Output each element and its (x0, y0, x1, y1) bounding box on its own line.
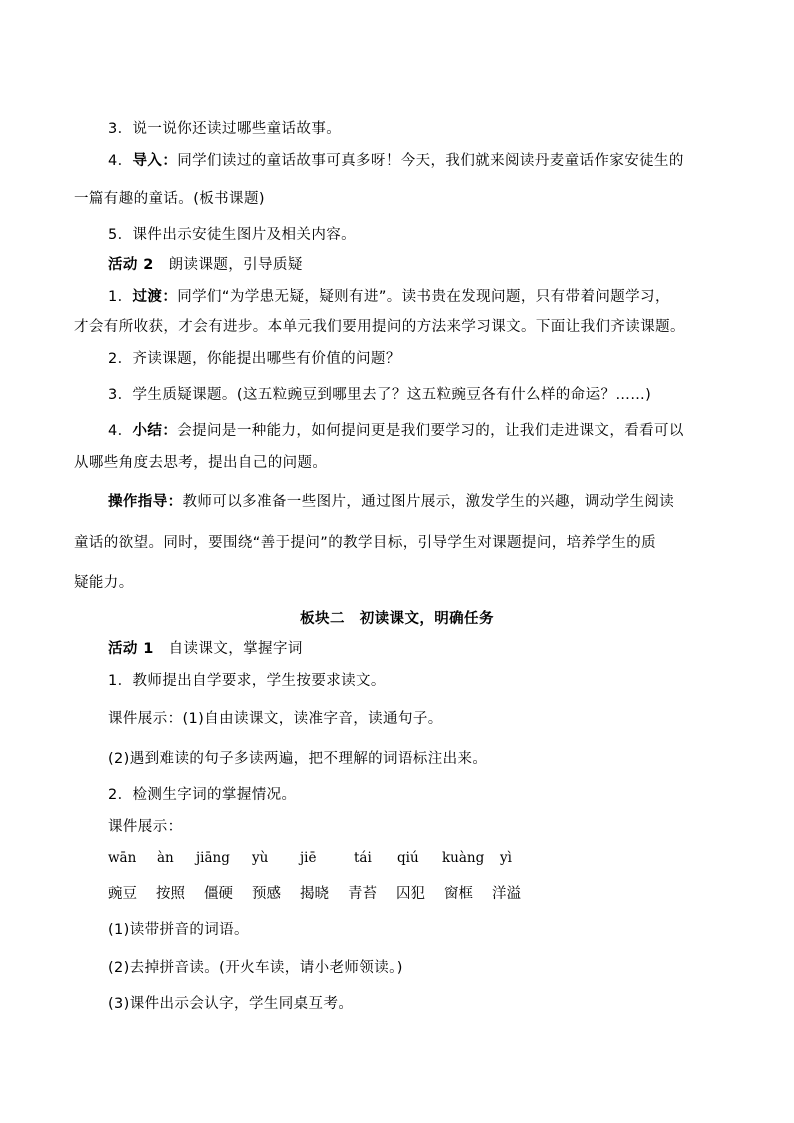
line-text: 1． (108, 289, 133, 305)
word: 青苔 (348, 886, 377, 902)
line-text: 2．检测生字词的掌握情况。 (108, 787, 297, 803)
paragraph-line (108, 287, 670, 307)
pinyin: yù (252, 850, 269, 866)
bold-label: 导入： (132, 153, 178, 169)
paragraph-line (74, 573, 134, 593)
paragraph-line (108, 958, 403, 978)
pinyin: jiē (300, 850, 317, 866)
pinyin: kuàng (442, 850, 485, 866)
line-text: 4． (108, 423, 133, 439)
bold-label: 小结： (132, 423, 178, 439)
pinyin: yì (500, 850, 512, 866)
line-text: 5．课件出示安徒生图片及相关内容。 (108, 227, 357, 243)
line-text: 教师可以多准备一些图片，通过图片展示，激发学生的兴趣，调动学生阅读 (182, 494, 675, 510)
activity-heading (108, 639, 303, 659)
word: 囚犯 (396, 886, 425, 902)
line-text: 朗读课题，引导质疑 (153, 257, 303, 273)
line-text: 2．齐读课题，你能提出哪些有价值的问题？ (108, 351, 401, 367)
paragraph-line (108, 225, 356, 245)
word: 豌豆 (108, 886, 137, 902)
paragraph-line (108, 151, 684, 171)
paragraph-line (108, 492, 674, 512)
line-text: (3)课件出示会认字，学生同桌互考。 (108, 996, 354, 1012)
paragraph-line (108, 119, 341, 139)
line-text: 童话的欲望。同时，要围绕“善于提问”的教学目标，引导学生对课题提问，培养学生的质 (74, 535, 657, 551)
paragraph-line (74, 453, 327, 473)
paragraph-line (108, 421, 684, 441)
line-text: 课件展示：(1)自由读课文，读准字音，读通句子。 (108, 711, 443, 727)
line-text: 才会有所收获，才会有进步。本单元我们要用提问的方法来学习课文。下面让我们齐读课题。 (74, 319, 685, 335)
line-text: 同学们读过的童话故事可真多呀！今天，我们就来阅读丹麦童话作家安徒生的 (177, 153, 684, 169)
paragraph-line (108, 920, 249, 940)
pinyin: qiú (397, 850, 419, 866)
pinyin: àn (157, 850, 174, 866)
activity-heading (108, 255, 303, 275)
line-text: 课件展示： (108, 819, 183, 835)
line-text: 自读课文，掌握字词 (153, 641, 303, 657)
line-text: (2)遇到难读的句子多读两遍，把不理解的词语标注出来。 (108, 751, 488, 767)
paragraph-line (74, 317, 685, 337)
line-text: 1．教师提出自学要求，学生按要求读文。 (108, 673, 386, 689)
line-text: 疑能力。 (74, 575, 134, 591)
pinyin: wān (108, 850, 137, 866)
line-text: 从哪些角度去思考，提出自己的问题。 (74, 455, 328, 471)
word-row (108, 884, 528, 904)
line-text: 3．学生质疑课题。(这五粒豌豆到哪里去了？这五粒豌豆各有什么样的命运？……) (108, 387, 652, 403)
paragraph-line (108, 671, 386, 691)
bold-label: 活动 2 (108, 257, 154, 273)
word: 窗框 (444, 886, 473, 902)
paragraph-line (108, 385, 651, 405)
word: 僵硬 (204, 886, 233, 902)
pinyin: tái (354, 850, 372, 866)
bold-label: 操作指导： (108, 494, 183, 510)
paragraph-line (108, 817, 183, 837)
paragraph-line (74, 533, 656, 553)
pinyin: jiāng (196, 850, 230, 866)
word: 按照 (156, 886, 185, 902)
bold-label: 过渡： (132, 289, 178, 305)
line-text: (2)去掉拼音读。(开火车读，请小老师领读。) (108, 960, 403, 976)
paragraph-line (108, 785, 296, 805)
line-text: 会提问是一种能力，如何提问更是我们要学习的，让我们走进课文，看看可以 (177, 423, 684, 439)
paragraph-line (108, 349, 401, 369)
line-text: 同学们“为学患无疑，疑则有进”。读书贵在发现问题，只有带着问题学习， (177, 289, 670, 305)
line-text: 3．说一说你还读过哪些童话故事。 (108, 121, 342, 137)
bold-label: 活动 1 (108, 641, 154, 657)
pinyin-row (108, 848, 528, 868)
line-text: 4． (108, 153, 133, 169)
paragraph-line (108, 749, 487, 769)
word: 预感 (252, 886, 281, 902)
paragraph-line (108, 994, 353, 1014)
word: 洋溢 (492, 886, 521, 902)
line-text: 一篇有趣的童话。(板书课题) (74, 191, 265, 207)
section-heading (0, 609, 794, 629)
word: 揭晓 (300, 886, 329, 902)
section-title: 板块二 初读课文，明确任务 (300, 611, 494, 627)
paragraph-line (74, 189, 265, 209)
line-text: (1)读带拼音的词语。 (108, 922, 249, 938)
paragraph-line (108, 709, 443, 729)
